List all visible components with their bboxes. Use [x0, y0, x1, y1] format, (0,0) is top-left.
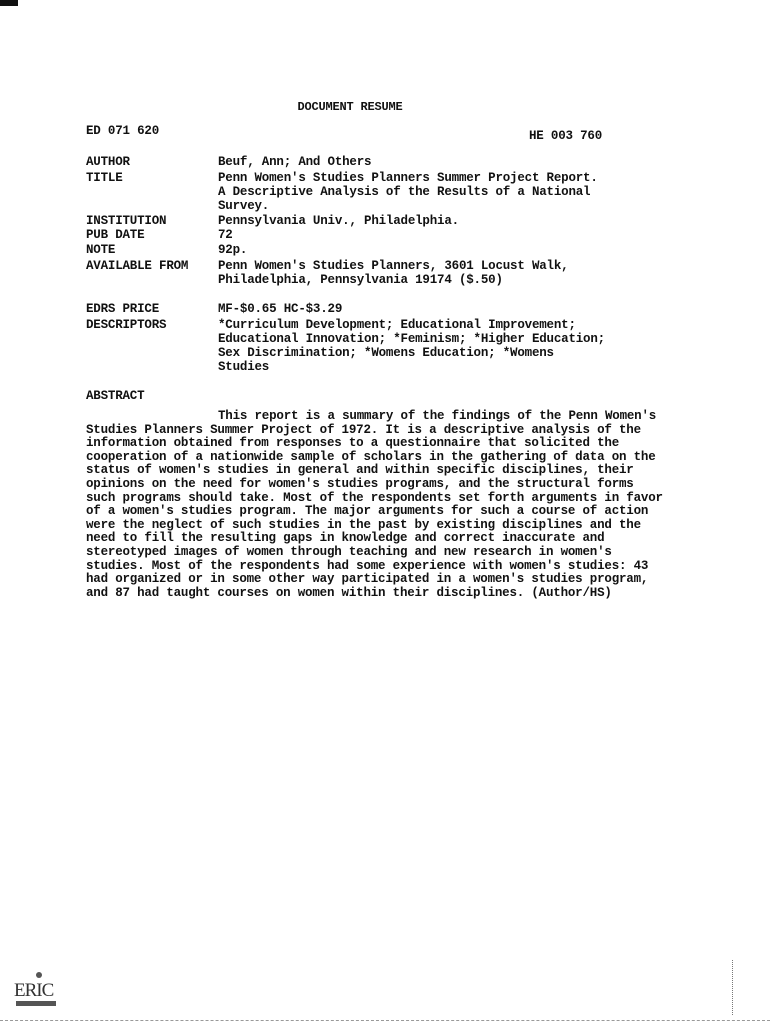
- meta-row-author: [86, 155, 686, 169]
- meta-row-title: [86, 171, 686, 213]
- meta-row-available-from: [86, 259, 686, 287]
- meta-label: DESCRIPTORS: [86, 318, 167, 332]
- meta-label: AVAILABLE FROM: [86, 259, 189, 273]
- meta-value: 72: [218, 228, 233, 242]
- meta-label: EDRS PRICE: [86, 302, 160, 316]
- meta-value: 92p.: [218, 243, 248, 257]
- scan-artifact: [732, 960, 734, 1015]
- meta-label: PUB DATE: [86, 228, 145, 242]
- abstract-label: ABSTRACT: [86, 389, 145, 403]
- meta-value: Penn Women's Studies Planners Summer Project Report. A Descriptive Analysis of the Results of a National Survey.: [218, 171, 598, 213]
- document-title: DOCUMENT RESUME: [297, 100, 403, 114]
- meta-value: Beuf, Ann; And Others: [218, 155, 372, 169]
- meta-value: *Curriculum Development; Educational Improvement; Educational Innovation; *Feminism; *Higher Education; Sex Discrimination; *Womens Education; *Womens Studies: [218, 318, 605, 374]
- logo-text: ERIC: [14, 980, 54, 1001]
- meta-label: NOTE: [86, 243, 116, 257]
- meta-value: MF-$0.65 HC-$3.29: [218, 302, 343, 316]
- corner-mark: [0, 0, 18, 6]
- meta-value: Penn Women's Studies Planners, 3601 Locust Walk, Philadelphia, Pennsylvania 19174 ($.50): [218, 259, 569, 287]
- meta-row-institution: [86, 214, 686, 228]
- ed-number: ED 071 620: [86, 124, 160, 138]
- meta-label: AUTHOR: [86, 155, 130, 169]
- meta-row-note: [86, 243, 686, 257]
- bottom-rule: [0, 1020, 770, 1022]
- meta-value: Pennsylvania Univ., Philadelphia.: [218, 214, 459, 228]
- eric-logo: [12, 970, 62, 1010]
- logo-bar: [16, 1001, 56, 1006]
- meta-label: TITLE: [86, 171, 123, 185]
- meta-row-pub-date: [86, 228, 686, 242]
- he-number: HE 003 760: [528, 129, 602, 143]
- meta-row-edrs-price: [86, 302, 686, 316]
- meta-label: INSTITUTION: [86, 214, 167, 228]
- meta-row-descriptors: [86, 318, 686, 374]
- abstract-text: This report is a summary of the findings of the Penn Women's Studies Planners Summer Project of 1972. It is a descriptive analysis of the information obtained from responses to a questionnaire that solicited the cooperation of a nationwide sample of scholars in the gathering of data on the status of women's studies in general and within specific disciplines, their opinions on the need for women's studies programs, and the structural forms such programs should take. Most of the respondents set forth arguments in favor of a women's studies program. The major arguments for such a course of action were the neglect of such studies in the past by existing disciplines and the need to fill the resulting gaps in knowledge and correct inaccurate and stereotyped images of women through teaching and new research in women's studies. Most of the respondents had some experience with women's studies: 43 had organized or in some other way participated in a women's studies program, and 87 had taught courses on women within their disciplines. (Author/HS): [86, 409, 663, 600]
- logo-dot: [36, 972, 42, 978]
